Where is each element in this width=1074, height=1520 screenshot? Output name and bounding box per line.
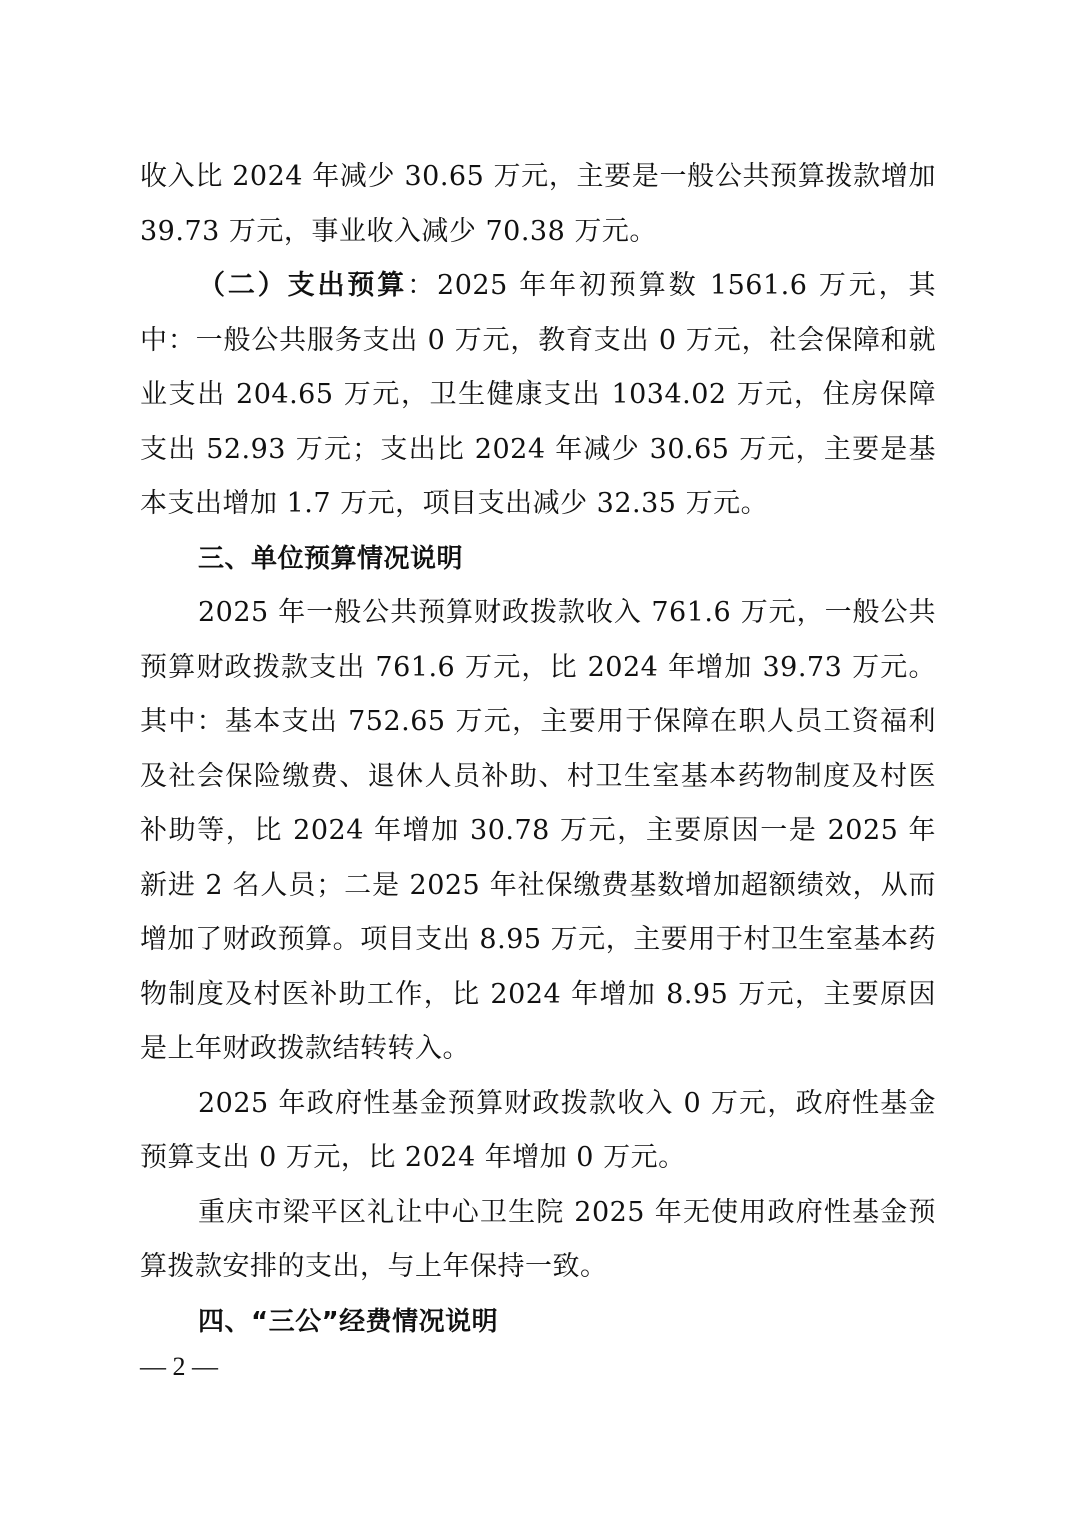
expenditure-budget-text: ：2025 年年初预算数 1561.6 万元，其中：一般公共服务支出 0 万元，教育支出 0 万元，社会保障和就业支出 204.65 万元，卫生健康支出 1034.02 万元，住房保障支出 52.93 万元；支出比 2024 年减少 30.65 万元，主要是基本支出增加 1.7 万元，项目支出减少 32.35 万元。 <box>140 270 937 519</box>
expenditure-budget-paragraph <box>140 259 936 532</box>
page-number: — 2 — <box>140 1352 218 1381</box>
income-continuation-paragraph: 收入比 2024 年减少 30.65 万元，主要是一般公共预算拨款增加 39.73 万元，事业收入减少 70.38 万元。 <box>140 161 936 247</box>
section-heading-three-public: 四、“三公”经费情况说明 <box>198 1306 499 1337</box>
expenditure-budget-label: （二）支出预算 <box>198 270 408 301</box>
general-budget-paragraph: 2025 年一般公共预算财政拨款收入 761.6 万元，一般公共预算财政拨款支出 761.6 万元，比 2024 年增加 39.73 万元。其中：基本支出 752.65 万元，主要用于保障在职人员工资福利及社会保险缴费、退休人员补助、村卫生室基本药物制度及村医补助等，比 2024 年增加 30.78 万元，主要原因一是 2025 年新进 2 名人员；二是 2025 年社保缴费基数增加超额绩效，从而增加了财政预算。项目支出 8.95 万元，主要用于村卫生室基本药物制度及村医补助工作，比 2024 年增加 8.95 万元，主要原因是上年财政拨款结转转入。 <box>140 597 936 1064</box>
document-body <box>140 150 936 1349</box>
section-heading-unit-budget: 三、单位预算情况说明 <box>198 543 464 574</box>
no-fund-usage-paragraph: 重庆市梁平区礼让中心卫生院 2025 年无使用政府性基金预算拨款安排的支出，与上年保持一致。 <box>140 1196 936 1282</box>
government-fund-paragraph: 2025 年政府性基金预算财政拨款收入 0 万元，政府性基金预算支出 0 万元，比 2024 年增加 0 万元。 <box>140 1087 936 1173</box>
